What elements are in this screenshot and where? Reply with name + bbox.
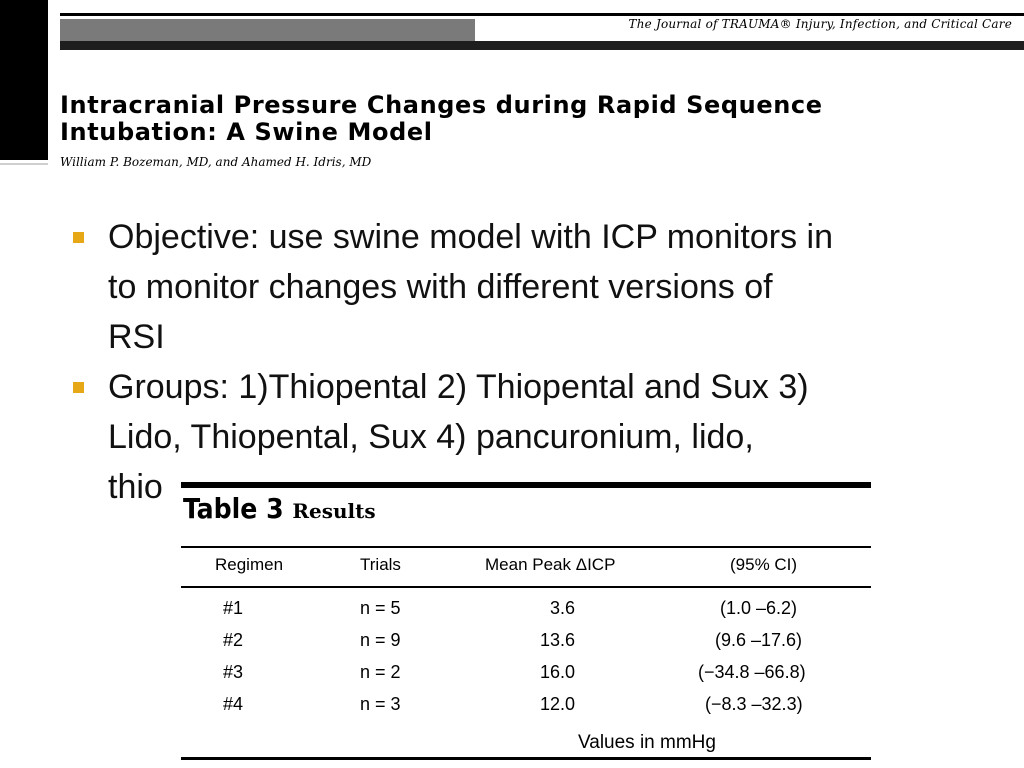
journal-top-rule	[60, 13, 1024, 16]
bullet-line: to monitor changes with different versions of	[108, 268, 773, 306]
results-table-image	[175, 480, 875, 768]
column-header-mean-peak-icp: Mean Peak ΔICP	[485, 555, 616, 574]
bullet-list	[70, 212, 970, 512]
table-bottom-rule	[181, 757, 871, 760]
table-cell-trials: n = 3	[360, 694, 401, 714]
left-margin-rule	[0, 163, 48, 165]
table-top-rule	[181, 482, 871, 488]
column-header-regimen: Regimen	[215, 555, 284, 574]
table-cell-ci: (−8.3 –32.3)	[705, 694, 803, 714]
table-cell-trials: n = 2	[360, 662, 401, 682]
bullet-objective	[70, 212, 970, 362]
table-header-rule-bottom	[181, 586, 871, 588]
article-title	[60, 92, 960, 146]
table-cell-mean: 3.6	[550, 598, 576, 618]
table-cell-ci: (−34.8 –66.8)	[698, 662, 806, 682]
table-cell-regimen: #2	[223, 630, 244, 650]
bullet-line: Objective: use swine model with ICP monitors in	[108, 218, 834, 256]
bullet-line: Lido, Thiopental, Sux 4) pancuronium, lido,	[108, 418, 754, 456]
article-authors: William P. Bozeman, MD, and Ahamed H. Idris, MD	[60, 155, 372, 169]
table-cell-ci: (9.6 –17.6)	[715, 630, 803, 650]
table-cell-trials: n = 5	[360, 598, 401, 618]
journal-gray-bar	[60, 19, 475, 41]
bullet-line: Groups: 1)Thiopental 2) Thiopental and Sux 3)	[108, 368, 809, 406]
article-title-line-1: Intracranial Pressure Changes during Rapid Sequence	[60, 91, 823, 119]
table-title-word: Results	[292, 499, 376, 523]
table-cell-mean: 13.6	[540, 630, 576, 650]
table-header-rule-top	[181, 546, 871, 548]
journal-name: The Journal of TRAUMA® Injury, Infection, and Critical Care	[628, 17, 1012, 31]
journal-header-strip	[60, 0, 1024, 52]
bullet-line: RSI	[108, 318, 165, 356]
table-label: Table 3	[183, 492, 284, 525]
table-cell-mean: 16.0	[540, 662, 576, 682]
table-cell-regimen: #4	[223, 694, 244, 714]
bullet-line: thio	[108, 468, 163, 506]
table-cell-ci: (1.0 –6.2)	[720, 598, 798, 618]
table-cell-trials: n = 9	[360, 630, 401, 650]
square-bullet-icon	[73, 382, 84, 393]
square-bullet-icon	[73, 232, 84, 243]
table-footnote: Values in mmHg	[578, 732, 716, 753]
table-cell-mean: 12.0	[540, 694, 576, 714]
left-margin-block	[0, 0, 48, 160]
column-header-trials: Trials	[360, 555, 401, 574]
column-header-ci: (95% CI)	[730, 555, 798, 574]
table-title	[183, 492, 376, 525]
journal-bottom-rule	[60, 41, 1024, 50]
article-title-line-2: Intubation: A Swine Model	[60, 118, 433, 146]
table-cell-regimen: #1	[223, 598, 244, 618]
table-cell-regimen: #3	[223, 662, 244, 682]
